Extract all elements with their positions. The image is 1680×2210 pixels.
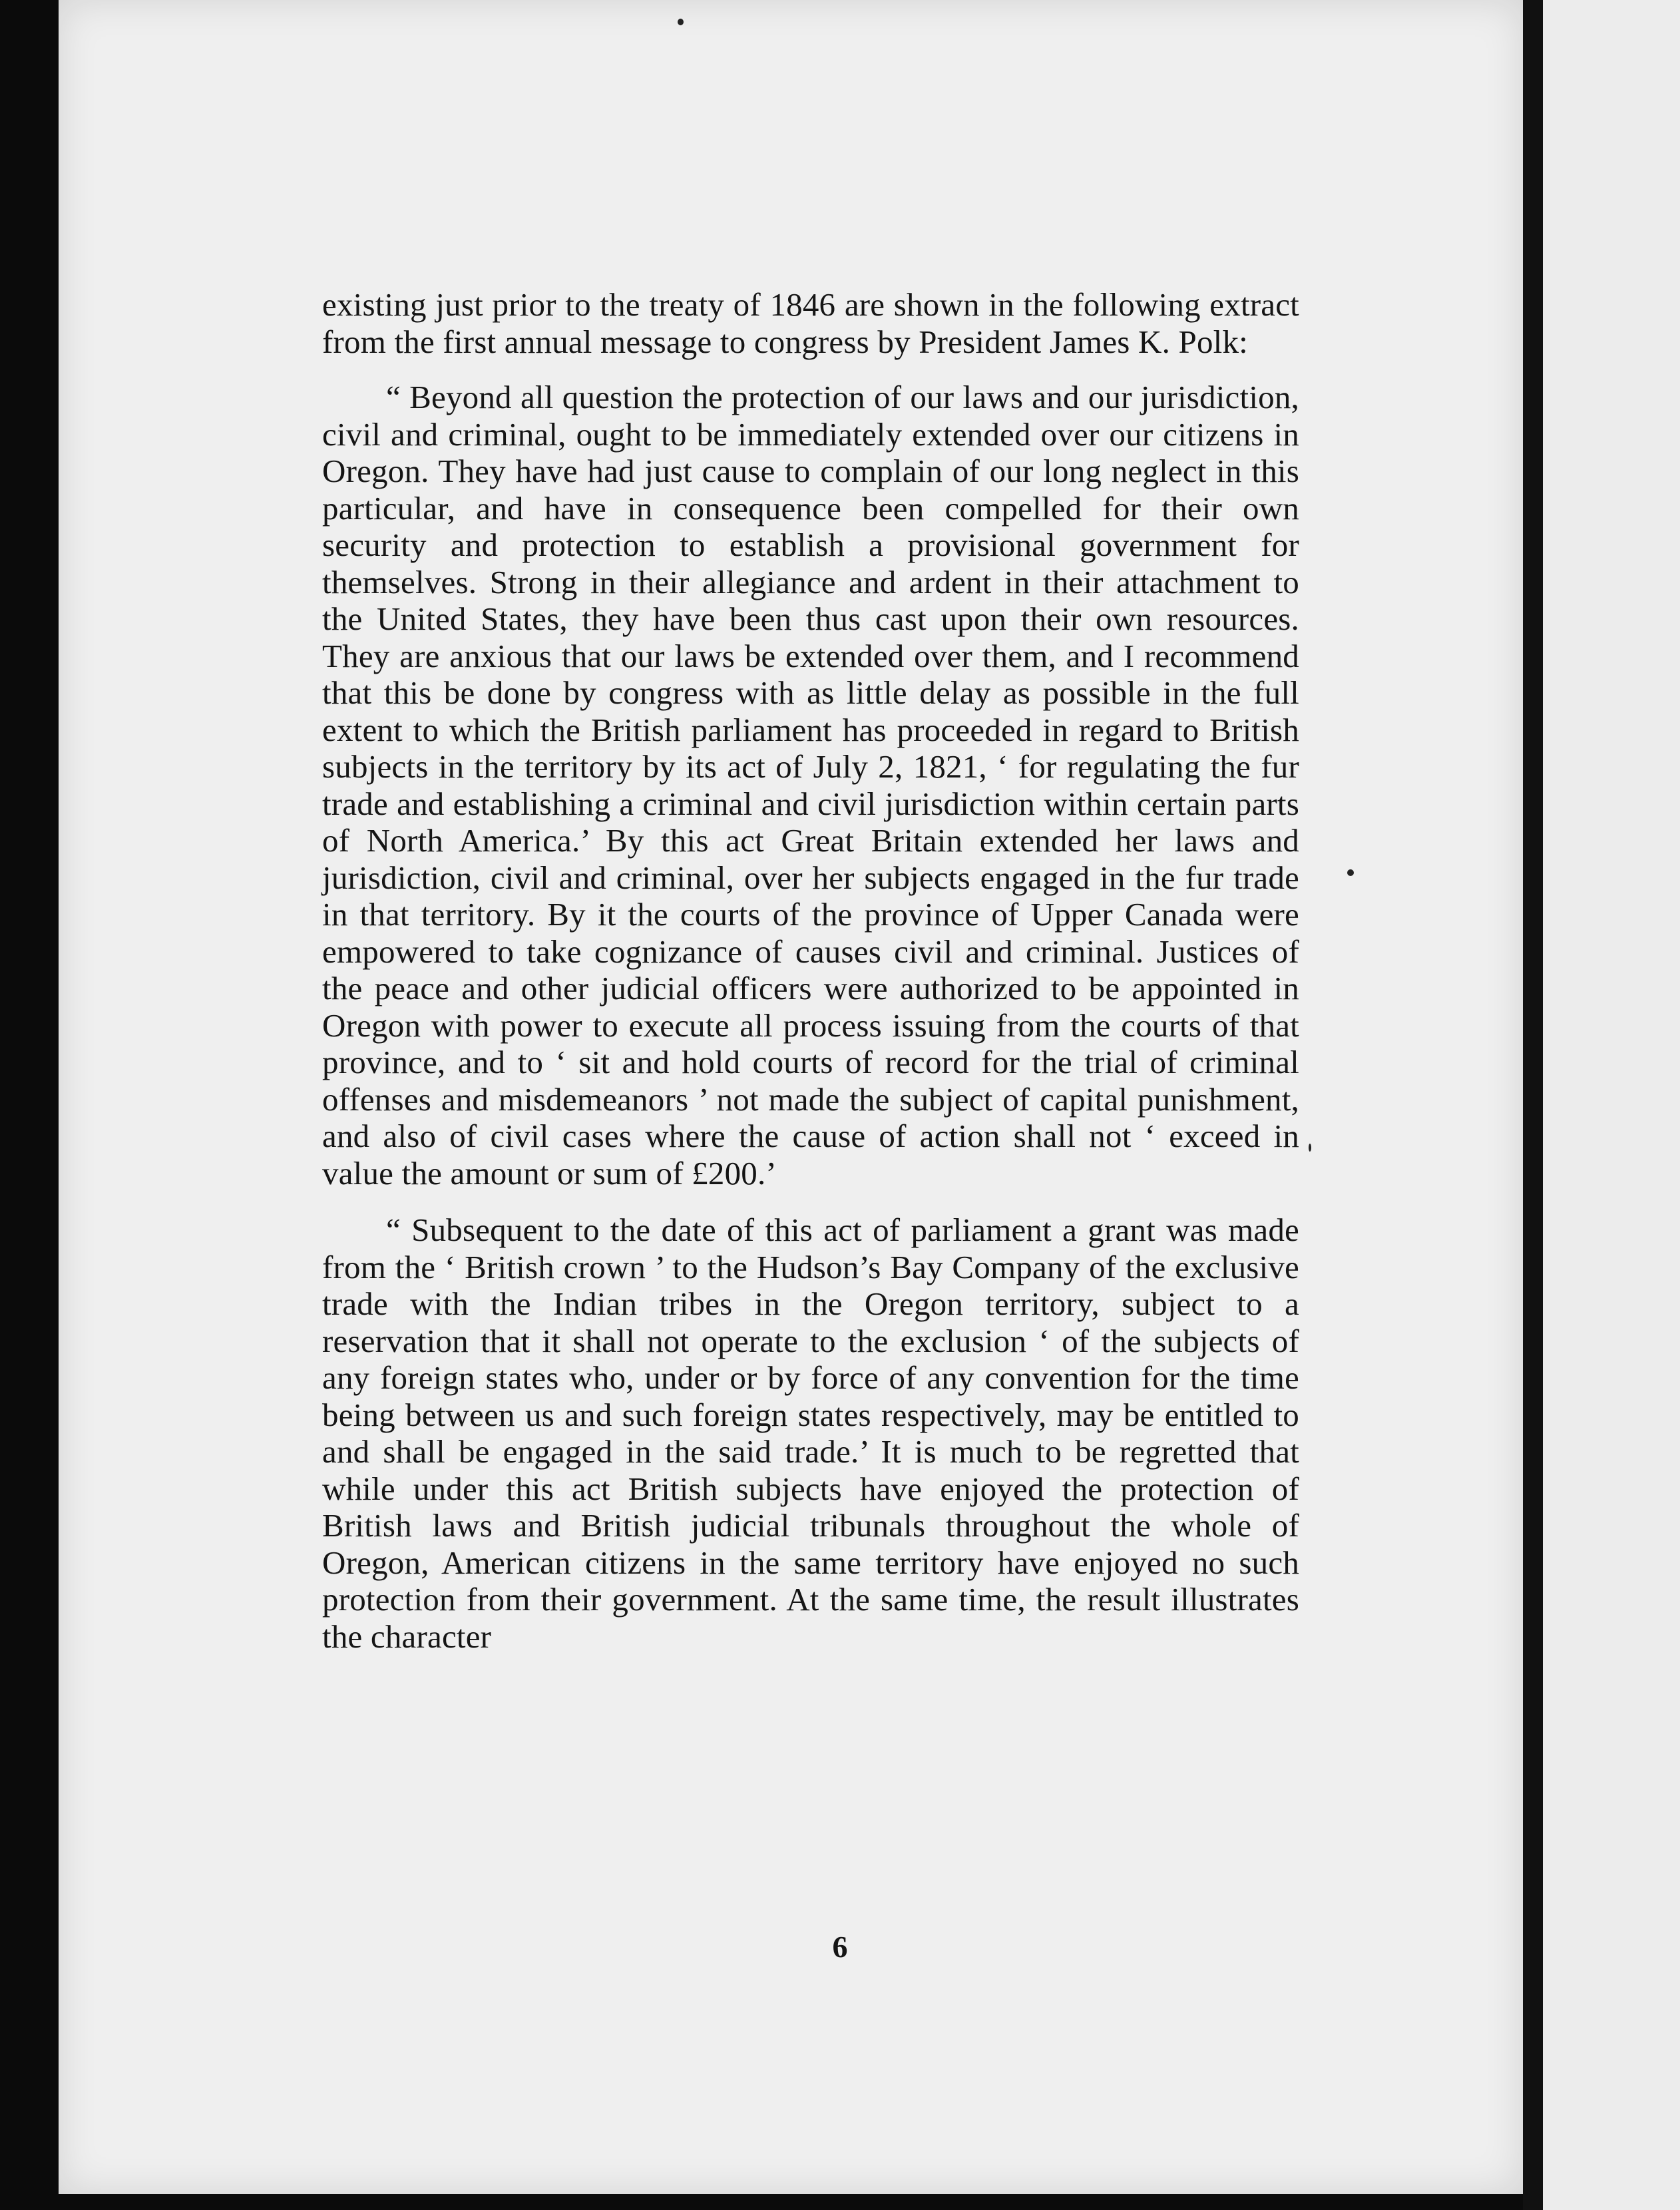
intro-paragraph: existing just prior to the treaty of 1846 are shown in the following extract from the first annual message to congress by President James K. Polk:: [322, 286, 1299, 360]
page-gutter: [1523, 0, 1543, 2210]
scan-speck: [1347, 869, 1354, 876]
scan-speck: [678, 19, 684, 25]
scan-speck: [1309, 1144, 1311, 1152]
quote-paragraph-first: “ Beyond all question the protection of our laws and our jurisdiction, civil and criminal, ought to be immediately extended over our citizens in Oregon. They have had just cause to complain of our long neglect in this particular, and have in consequence been compelled for their own security and protection to establish a provisional government for themselves. Strong in their allegiance and ardent in their attachment to the United States, they have been thus cast upon their own resources. They are anxious that our laws be extended over them, and I recommend that this be done by congress with as little delay as possible in the full extent to which the British parliament has proceeded in regard to British subjects in the territory by its act of July 2, 1821, ‘ for regulating the fur trade and establishing a criminal and civil jurisdiction within certain parts of North America.’ By this act Great Britain extended her laws and jurisdiction, civil and criminal, over her subjects engaged in the fur trade in that territory. By it the courts of the province of Upper Canada were empowered to take cognizance of causes civil and criminal. Justices of the peace and other judicial officers were authorized to be appointed in Oregon with power to execute all process issuing from the courts of that province, and to ‘ sit and hold courts of record for the trial of criminal offenses and misdemeanors ’ not made the subject of capital punishment, and also of civil cases where the cause of action shall not ‘ exceed in value the amount or sum of £200.’: [322, 379, 1299, 1192]
page-number: 6: [832, 1930, 848, 1964]
quote-paragraph-second: “ Subsequent to the date of this act of parliament a grant was made from the ‘ British crown ’ to the Hudson’s Bay Company of the exclusive trade with the Indian tribes in the Oregon territory, subject to a reservation that it shall not operate to the exclusion ‘ of the subjects of any foreign states who, under or by force of any convention for the time being between us and such foreign states respectively, may be entitled to and shall be engaged in the said trade.’ It is much to be regretted that while under this act British subjects have enjoyed the protection of British laws and British judicial tribunals throughout the whole of Oregon, American citizens in the same territory have enjoyed no such protection from their government. At the same time, the result illustrates the character: [322, 1212, 1299, 1655]
adjacent-page-edge: [1543, 0, 1680, 2210]
body-text: [322, 286, 1299, 1675]
